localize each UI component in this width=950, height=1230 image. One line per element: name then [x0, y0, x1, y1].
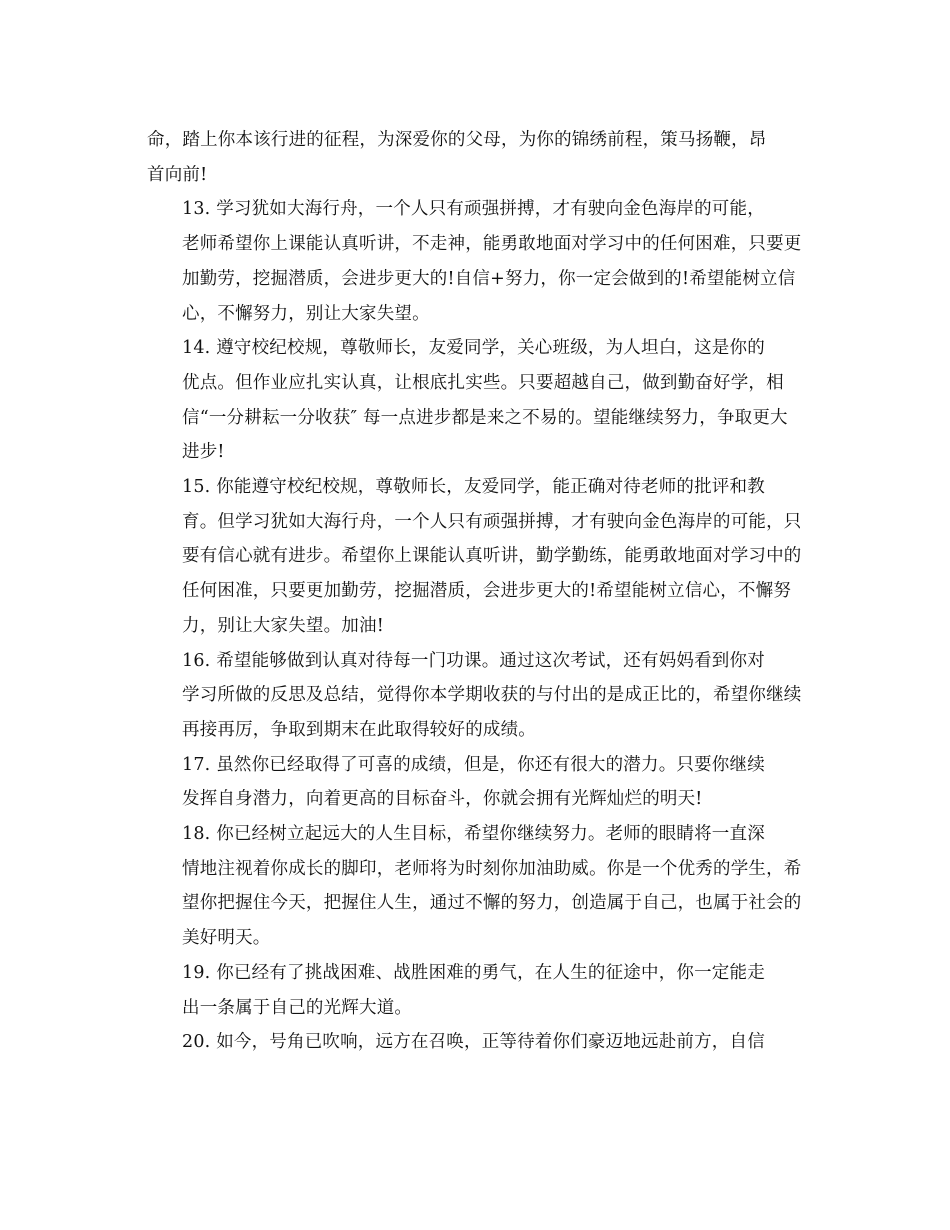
- text-line: 望你把握住今天，把握住人生，通过不懈的努力，创造属于自己，也属于社会的: [182, 893, 802, 914]
- text-line: 发挥自身潜力，向着更高的目标奋斗，你就会拥有光辉灿烂的明天!: [182, 789, 703, 810]
- text-line: 17. 虽然你已经取得了可喜的成绩，但是，你还有很大的潜力。只要你继续: [182, 754, 765, 775]
- text-line: 任何困准，只要更加勤劳，挖掘潜质，会进步更大的!希望能树立信心，不懈努: [182, 581, 792, 602]
- paragraph-17: [147, 748, 807, 817]
- text-line: 再接再厉，争取到期末在此取得较好的成绩。: [182, 719, 536, 740]
- text-line: 进步!: [182, 442, 225, 463]
- paragraph-13: [147, 192, 807, 331]
- paragraph-18: [147, 817, 807, 956]
- text-line: 14. 遵守校纪校规，尊敬师长，友爱同学，关心班级，为人坦白，这是你的: [182, 338, 765, 359]
- paragraph-15: [147, 470, 807, 644]
- paragraph-continued: [147, 123, 807, 192]
- paragraph-20: [147, 1025, 807, 1060]
- text-line: 18. 你已经树立起远大的人生目标，希望你继续努力。老师的眼睛将一直深: [182, 824, 765, 845]
- text-line: 命，踏上你本该行进的征程，为深爱你的父母，为你的锦绣前程，策马扬鞭，昂: [147, 130, 767, 150]
- text-line: 20. 如今，号角已吹响，远方在召唤，正等待着你们豪迈地远赴前方，自信: [182, 1032, 765, 1053]
- text-line: 19. 你已经有了挑战困难、战胜困难的勇气，在人生的征途中，你一定能走: [182, 962, 765, 983]
- text-line: 15. 你能遵守校纪校规，尊敬师长，友爱同学，能正确对待老师的批评和教: [182, 477, 765, 498]
- text-line: 美好明天。: [182, 928, 271, 949]
- text-line: 学习所做的反思及总结，觉得你本学期收获的与付出的是成正比的，希望你继续: [182, 685, 802, 706]
- text-line: 心，不懈努力，别让大家失望。: [182, 303, 430, 324]
- text-line: 要有信心就有进步。希望你上课能认真听讲，勤学勤练，能勇敢地面对学习中的: [182, 546, 802, 567]
- text-line: 育。但学习犹如大海行舟，一个人只有顽强拼搏，才有驶向金色海岸的可能，只: [182, 511, 802, 532]
- text-line: 13. 学习犹如大海行舟，一个人只有顽强拼搏，才有驶向金色海岸的可能，: [182, 199, 765, 220]
- paragraph-14: [147, 331, 807, 470]
- text-line: 16. 希望能够做到认真对待每一门功课。通过这次考试，还有妈妈看到你对: [182, 650, 765, 671]
- document-body: [147, 123, 807, 1060]
- paragraph-16: [147, 644, 807, 748]
- text-line: 力，别让大家失望。加油!: [182, 615, 384, 636]
- text-line: 信“一分耕耘一分收获″ 每一点进步都是来之不易的。望能继续努力，争取更大: [182, 407, 788, 428]
- text-line: 优点。但作业应扎实认真，让根底扎实些。只要超越自己，做到勤奋好学，相: [182, 372, 784, 393]
- text-line: 情地注视着你成长的脚印，老师将为时刻你加油助威。你是一个优秀的学生，希: [182, 858, 802, 879]
- text-line: 老师希望你上课能认真听讲，不走神，能勇敢地面对学习中的任何困难，只要更: [182, 234, 802, 255]
- text-line: 加勤劳，挖掘潜质，会进步更大的!自信+努力，你一定会做到的!希望能树立信: [182, 268, 796, 289]
- text-line: 出一条属于自己的光辉大道。: [182, 997, 413, 1018]
- text-line: 首向前!: [147, 164, 208, 185]
- paragraph-19: [147, 956, 807, 1025]
